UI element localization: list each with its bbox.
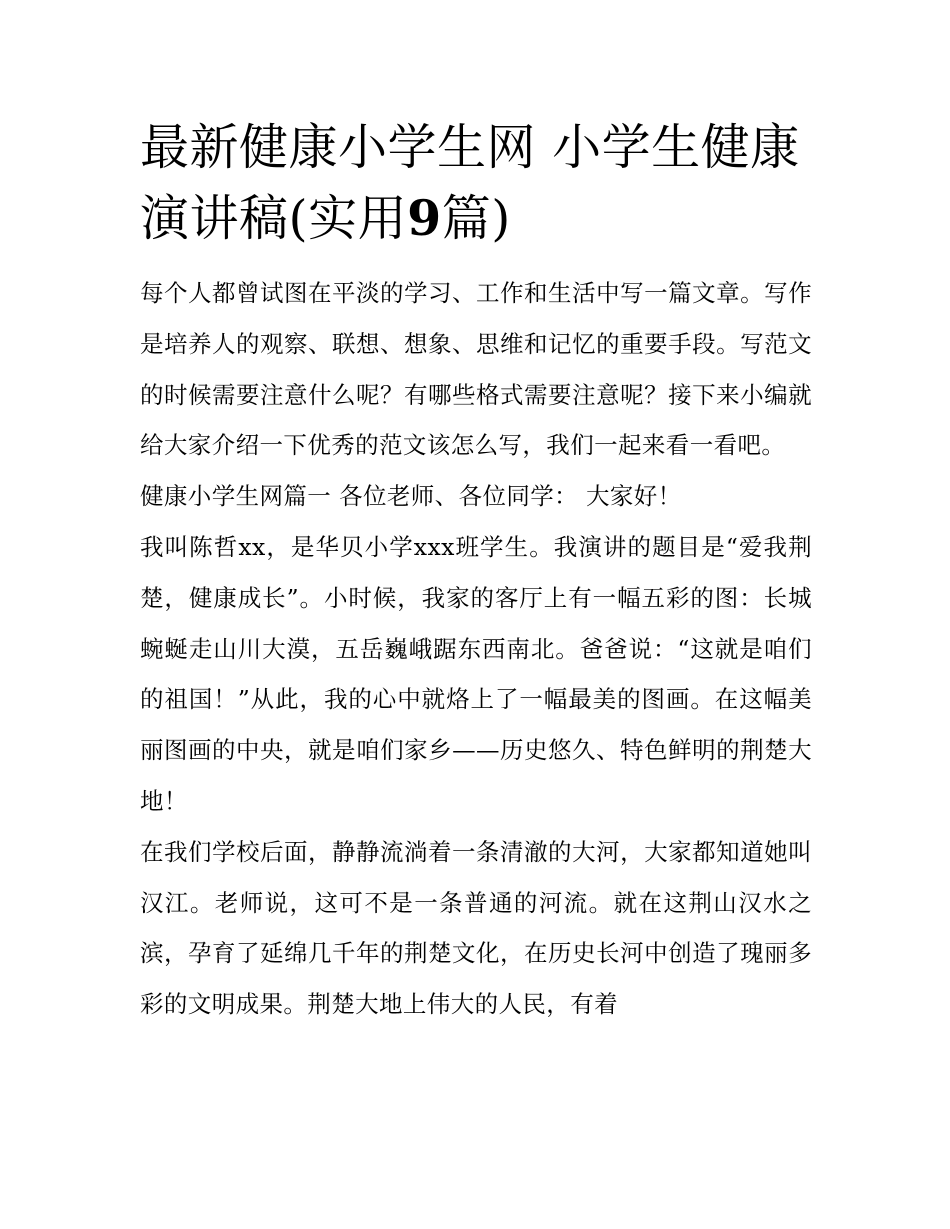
document-content xyxy=(140,112,812,1030)
paragraph-speech-opening: 我叫陈哲xx，是华贝小学xxx班学生。我演讲的题目是“爱我荆楚，健康成长”。小时候，我家的客厅上有一幅五彩的图：长城蜿蜒走山川大漠，五岳巍峨踞东西南北。爸爸说：“这就是咱们的祖国！”从此，我的心中就烙上了一幅最美的图画。在这幅美丽图画的中央，就是咱们家乡——历史悠久、特色鲜明的荆楚大地！ xyxy=(140,532,812,815)
title-suffix: 篇) xyxy=(441,190,511,247)
title-number: 9 xyxy=(407,189,442,247)
document-title xyxy=(140,112,812,254)
title-text: 最新健康小学生网 小学生健康演讲稿(实用 xyxy=(140,119,800,247)
document-body xyxy=(140,268,812,1030)
paragraph-greeting: 健康小学生网篇一 各位老师、各位同学： 大家好！ xyxy=(140,482,682,511)
paragraph-intro: 每个人都曾试图在平淡的学习、工作和生活中写一篇文章。写作是培养人的观察、联想、想象、思维和记忆的重要手段。写范文的时候需要注意什么呢？有哪些格式需要注意呢？接下来小编就给大家介绍一下优秀的范文该怎么写，我们一起来看一看吧。 xyxy=(140,279,812,460)
paragraph-han-river: 在我们学校后面，静静流淌着一条清澈的大河，大家都知道她叫汉江。老师说，这可不是一条普通的河流。就在这荆山汉水之滨，孕育了延绵几千年的荆楚文化，在历史长河中创造了瑰丽多彩的文明成果。荆楚大地上伟大的人民，有着 xyxy=(140,837,812,1019)
